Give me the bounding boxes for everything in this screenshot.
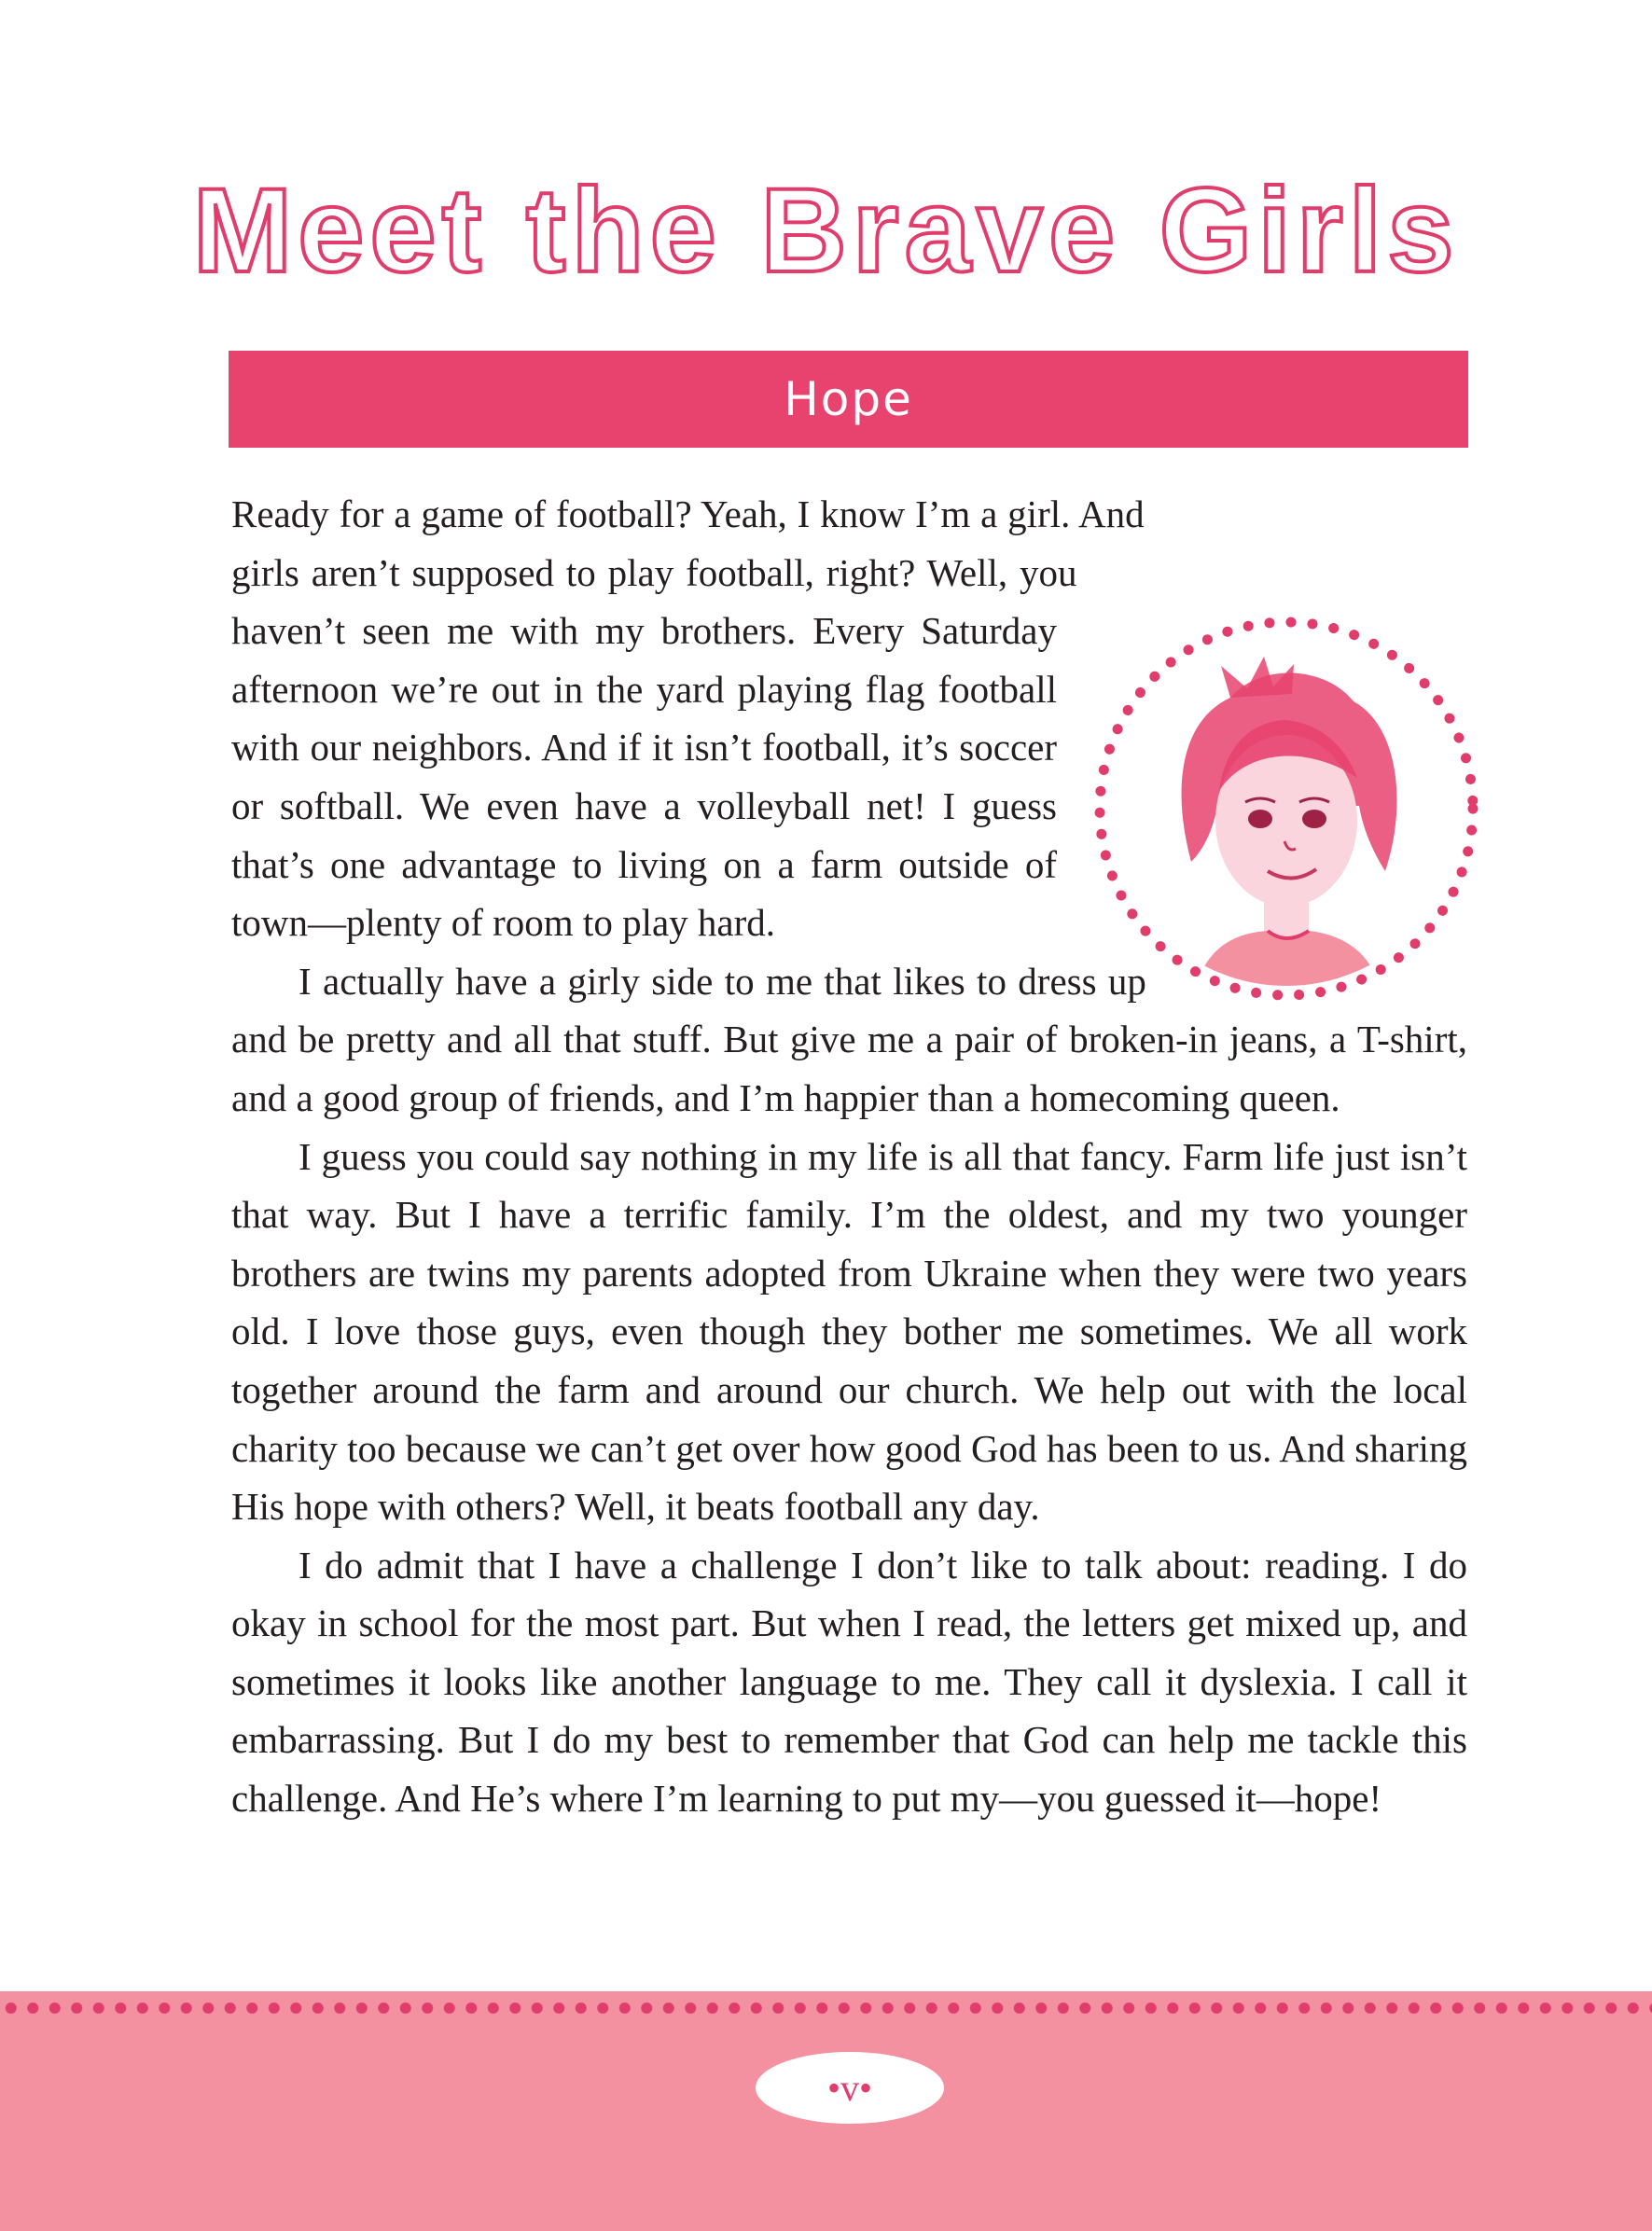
body-text [231,485,1467,1828]
page-title: Meet the Brave Girls [192,164,1460,298]
character-name-banner [229,351,1468,448]
character-name: Hope [784,372,913,426]
paragraph-3: I guess you could say nothing in my life is all that fancy. Farm life just isn’t that way. But I have a terrific family. I’m the oldest, and my two younger brothers are twins my parents adopted from Ukraine when they were two years old. I love those guys, even though they bother me sometimes. We all work together around the farm and around our church. We help out with the local charity too because we can’t get over how good God has been to us. And sharing His hope with others? Well, it beats football any day. [231,1134,1467,1529]
paragraph-1: Ready for a game of football? Yeah, I know I’m a girl. And girls aren’t supposed to play football, right? Well, you haven’t seen me with my brothers. Every Saturday afternoon we’re out in the yard playing flag football with our neighbors. And if it isn’t football, it’s soccer or softball. We even have a volleyball net! I guess that’s one advantage to living on a farm outside of town—plenty of room to play hard. [231,492,1145,945]
paragraph-4: I do admit that I have a challenge I don’t like to talk about: reading. I do okay in school for the most part. But when I read, the letters get mixed up, and sometimes it looks like another language to me. They call it dyslexia. I call it embarrassing. But I do my best to remember that God can help me tackle this challenge. And He’s where I’m learning to put my—you guessed it—hope! [231,1543,1467,1821]
girl-portrait-icon [1081,608,1492,1009]
dotted-divider [0,2002,1652,2014]
paragraph-2: I actually have a girly side to me that likes to dress up and be pretty and all that stuff. But give me a pair of broken-in jeans, a T-shirt, and a good group of friends, and I’m happier than a homecoming queen. [231,959,1467,1119]
character-portrait [1081,608,1492,1009]
page-number: •v• [756,2052,944,2124]
